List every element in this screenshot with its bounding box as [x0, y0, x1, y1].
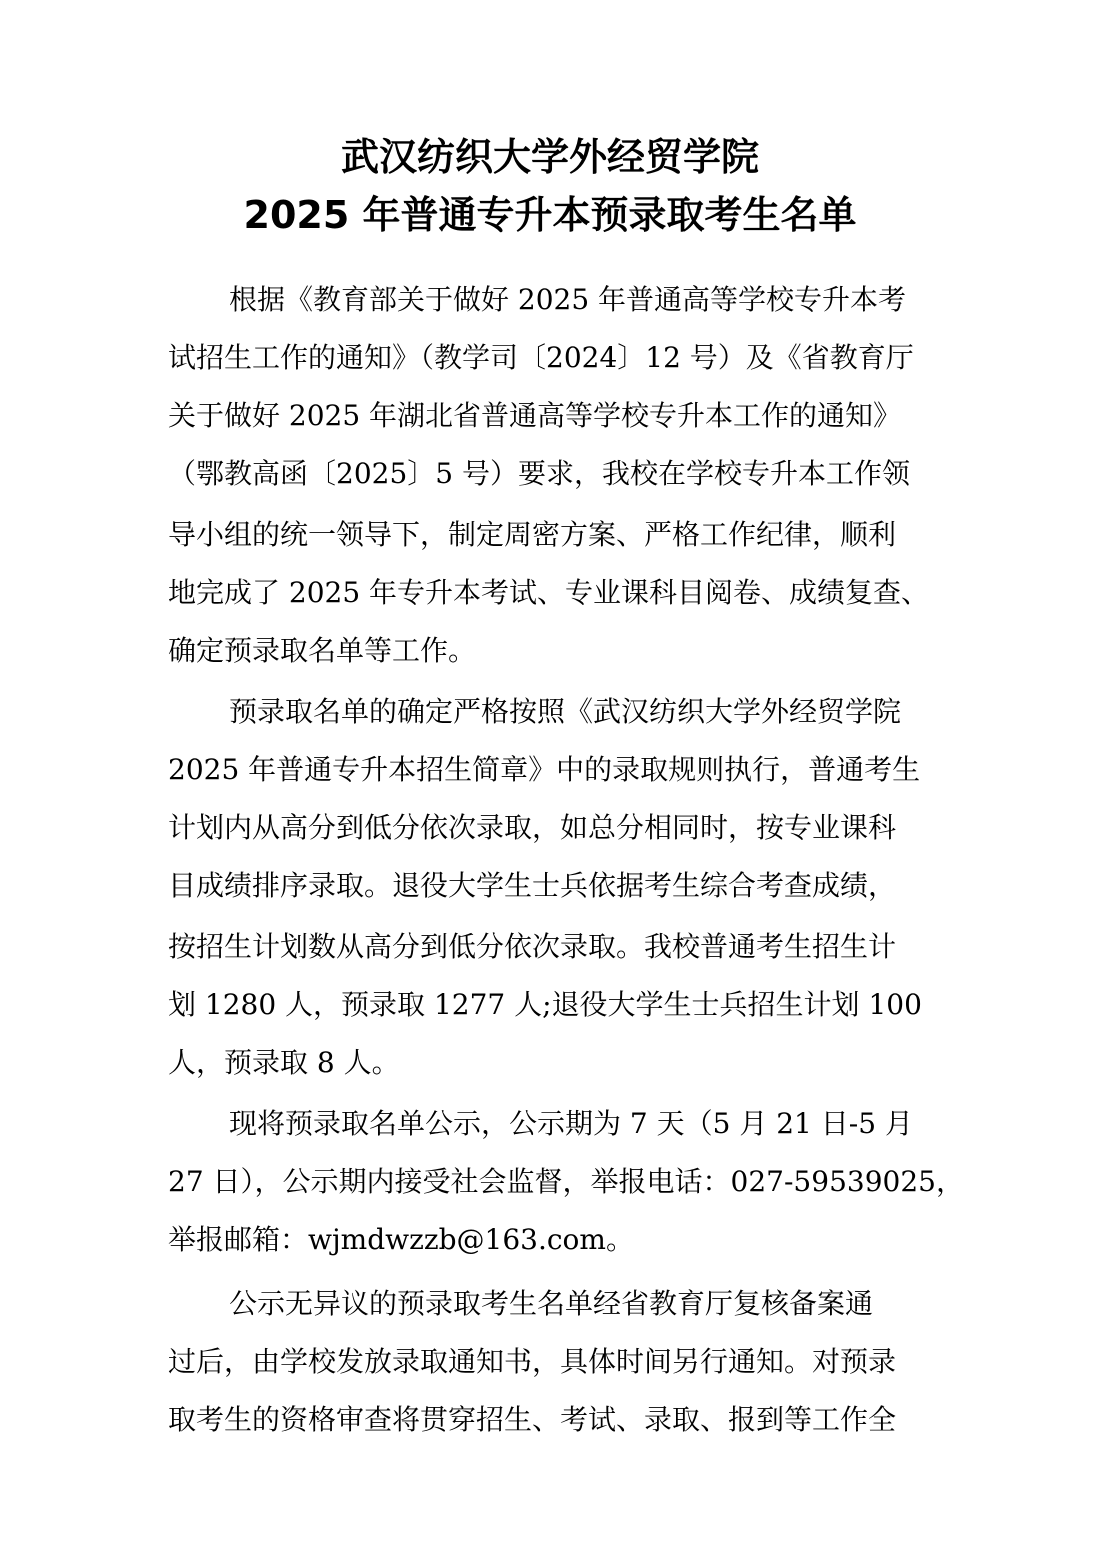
paragraph-1-line-2: 试招生工作的通知》（教学司〔2024〕12 号）及《省教育厅 — [168, 341, 914, 374]
paragraph-1-line-5: 导小组的统一领导下，制定周密方案、严格工作纪律，顺利 — [168, 518, 897, 551]
paragraph-2-line-5: 按招生计划数从高分到低分依次录取。我校普通考生招生计 — [168, 930, 897, 963]
paragraph-1-line-6: 地完成了 2025 年专升本考试、专业课科目阅卷、成绩复查、 — [168, 576, 930, 609]
paragraph-4-line-3: 取考生的资格审查将贯穿招生、考试、录取、报到等工作全 — [168, 1403, 897, 1436]
paragraph-1-line-4: （鄂教高函〔2025〕5 号）要求，我校在学校专升本工作领 — [168, 457, 910, 490]
paragraph-3-line-1: 现将预录取名单公示，公示期为 7 天（5 月 21 日-5 月 — [229, 1107, 913, 1140]
paragraph-3-line-3: 举报邮箱：wjmdwzzb@163.com。 — [168, 1223, 634, 1256]
paragraph-2-line-1: 预录取名单的确定严格按照《武汉纺织大学外经贸学院 — [229, 695, 902, 728]
paragraph-2-line-7: 人，预录取 8 人。 — [168, 1046, 400, 1079]
paragraph-1-line-3: 关于做好 2025 年湖北省普通高等学校专升本工作的通知》 — [168, 399, 902, 432]
paragraph-2-line-4: 目成绩排序录取。退役大学生士兵依据考生综合考查成绩， — [168, 869, 897, 902]
paragraph-4-line-1: 公示无异议的预录取考生名单经省教育厅复核备案通 — [229, 1287, 874, 1320]
paragraph-1-line-7: 确定预录取名单等工作。 — [168, 634, 477, 667]
document-title-line-2: 2025 年普通专升本预录取考生名单 — [243, 193, 857, 237]
paragraph-3-line-2: 27 日），公示期内接受社会监督，举报电话：027-59539025， — [168, 1165, 964, 1198]
paragraph-4-line-2: 过后，由学校发放录取通知书，具体时间另行通知。对预录 — [168, 1345, 897, 1378]
paragraph-2-line-2: 2025 年普通专升本招生简章》中的录取规则执行，普通考生 — [168, 753, 921, 786]
paragraph-2-line-3: 计划内从高分到低分依次录取，如总分相同时，按专业课科 — [168, 811, 897, 844]
document-title-line-1: 武汉纺织大学外经贸学院 — [340, 135, 759, 179]
paragraph-2-line-6: 划 1280 人，预录取 1277 人;退役大学生士兵招生计划 100 — [168, 988, 922, 1021]
paragraph-1-line-1: 根据《教育部关于做好 2025 年普通高等学校专升本考 — [229, 283, 907, 316]
